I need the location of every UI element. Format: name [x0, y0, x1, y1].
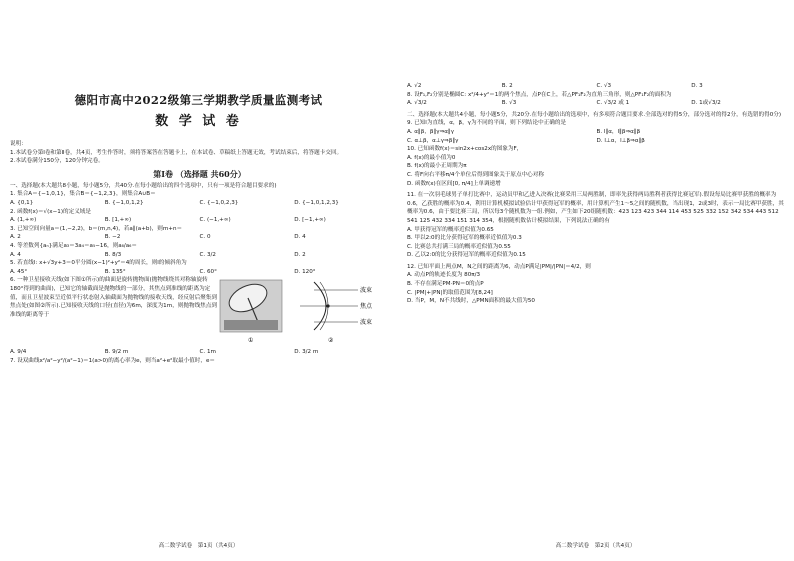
option: D. 3	[691, 83, 703, 89]
option: A. {0,1}	[10, 199, 34, 206]
option: A. 甲获得冠军的概率近似值为0.65	[407, 226, 494, 233]
page-footer: 高二数学试卷 第2页（共4页）	[555, 543, 636, 549]
option: A. 2	[10, 234, 21, 241]
exam-title: 德阳市高中2022级第三学期教学质量监测考试	[74, 93, 323, 107]
question-4-options	[10, 251, 389, 260]
focus-point	[326, 305, 329, 308]
option: B. 甲以2:0的比分获得冠军的概率近似值为0.3	[407, 235, 522, 242]
focus-label: 焦点	[360, 303, 373, 311]
option: D. {−1,0,1,2,3}	[294, 199, 339, 206]
option: D. 2	[294, 251, 306, 258]
question-1: 1. 集合A＝{−1,0,1}，集合B＝{−1,2,3}，则集合A∪B＝	[10, 191, 156, 198]
option: D. 乙以2:0的比分获得冠军的概率近似值为0.15	[407, 252, 526, 259]
option: D. 当P，M，N不共线时，△PMN面积的最大值为50	[407, 298, 535, 305]
question-8-options	[407, 99, 786, 108]
option: B. −2	[104, 234, 121, 241]
question-7-options	[407, 82, 786, 91]
question-10: 10. 已知函数f(x)＝sin2x+cos2x的图象为F，	[407, 146, 523, 153]
question-12: 12. 已知平面上两点M，N之间的距离为6，动点P满足|PM|/|PN|＝4/2，则	[407, 263, 591, 270]
option: C. {−1,0,2,3}	[199, 199, 239, 206]
question-6: 6. 一种卫星接收天线(如下图①所示)的曲面是旋转抛物面(抛物线绕其对称轴旋转180°得到的曲面)，已知它的轴截面是抛物线的一部分，其焦点到准线的距离为定值，而且卫星波束呈近似平行状态射入轴截面为抛物线的接收天线，经反射后聚集到焦点处(如图②所示).已知接收天线的口径(直径)为6m，深度为1m，则抛物线焦点到准线的距离等于	[10, 277, 217, 318]
section-heading: 第Ⅰ卷 （选择题 共60分）	[153, 168, 246, 179]
option: B. l∥α，l∥β⇒α∥β	[596, 128, 641, 135]
question-9: 9. 已知l为直线，α，β，γ为不同的平面，则下列结论中正确的是	[407, 120, 567, 127]
option: B. {−1,0,1,2}	[104, 199, 144, 206]
option: C. |PM|+|PN|的取值范围为[8,24]	[407, 289, 493, 296]
page-footer: 高二数学试卷 第1页（共4页）	[158, 543, 239, 549]
option: B. 不存在满足PM·PN＝0的点P	[407, 281, 484, 288]
option: B. [1,+∞)	[104, 217, 132, 224]
option: C. 0	[199, 234, 211, 241]
right-column	[407, 82, 786, 306]
option: A. f(x)的最小值为0	[407, 154, 456, 161]
right-page	[397, 0, 794, 561]
question-2-options	[10, 216, 389, 225]
figure-1-label: ①	[248, 337, 254, 345]
option: A. 动点P的轨迹长度为 80π/3	[407, 272, 481, 279]
question-7: 7. 设双曲线x²/a²−y²/(a²−1)＝1(a>0)的离心率为e，则当a²+e²取最小值时，e＝	[10, 357, 216, 364]
figure-2-label: ②	[328, 337, 334, 345]
option: B. 9/2 m	[104, 349, 129, 356]
option: C. 60°	[199, 268, 217, 275]
question-5: 5. 若直线l: x+√3y+3＝0平分圆(x−1)²+y²＝4的周长，则l的倾斜角为	[10, 260, 187, 267]
question-1-options	[10, 199, 389, 208]
option: D. 120°	[294, 268, 316, 275]
question-6-options	[10, 348, 389, 357]
option: B. f(x)的最小正周期为π	[407, 163, 467, 170]
question-9-options	[407, 128, 786, 145]
option: C. α⊥β，α⊥γ⇒β∥γ	[407, 137, 459, 144]
option: C. 1m	[199, 349, 216, 356]
question-5-options	[10, 268, 389, 277]
section-2-intro: 二、选择题(本大题共4小题，每小题5分，共20分.在每小题给出的选项中，有多项符合题目要求.全部选对的得5分，部分选对的得2分，有选错的得0分)	[407, 111, 782, 118]
option: A. √3/2	[407, 100, 427, 107]
question-3-options	[10, 233, 389, 242]
notes-heading: 说明：	[10, 141, 27, 147]
option: A. 9/4	[10, 349, 27, 356]
note-item: 2.本试卷满分150分，120分钟完卷。	[10, 158, 104, 165]
option: C. 3/2	[199, 251, 216, 258]
antenna-base	[224, 320, 278, 330]
option: C. (−1,+∞)	[199, 217, 231, 224]
option: D. [−1,+∞)	[294, 217, 326, 224]
option: B. √3	[501, 100, 517, 107]
question-8: 8. 设F₁,F₂分别是椭圆C: x²/4+y²＝1的两个焦点，点P在C上，若△PF₁F₂为直角三角形，则△PF₁F₂的面积为	[407, 91, 672, 98]
left-column	[10, 140, 389, 366]
option: B. 8/3	[104, 251, 122, 258]
option: C. 将F向右平移π/4个单位后得到图象关于原点中心对称	[407, 171, 544, 178]
paper-title: 数 学 试 卷	[155, 114, 242, 129]
option: C. √3	[596, 83, 612, 89]
beam-label-top: 波束	[360, 287, 373, 295]
option: A. √2	[407, 83, 422, 89]
option: D. 函数f(x)在区间[0, π/4]上单调递增	[407, 180, 501, 187]
antenna-figures	[218, 276, 388, 348]
option: A. 45°	[10, 268, 28, 275]
option: D. l⊥α，l⊥β⇒α∥β	[596, 137, 645, 144]
option: C. 比赛总共打满三局的概率近似值为0.55	[407, 243, 511, 250]
question-11: 11. 在一次羽毛球男子单打比赛中，运动员甲和乙进入决赛(比赛采用三局两胜制，即率先获得两局胜利者获得比赛冠军).假设每局比赛甲获胜的概率为0.6，乙获胜的概率为0.4，利用计算机模拟试验估计甲获得冠军的概率，用计算机产生1～5之间的随机数，当出现1，2或3时，表示一局比赛甲获胜，其概率为0.6，由于要比赛三局，所以每3个随机数为一组.例如，产生如下20组随机数：423 123 423 344 114 453 525 332 152 342 534 443 512 541 125 432 334 151 314 354，根据随机数估计模拟结果，下列说法正确的有	[407, 192, 784, 224]
question-4: 4. 等差数列{aₙ}满足a₃＝3a₄＝a₅−16，则a₈/a₆＝	[10, 242, 138, 249]
option: A. (1,+∞)	[10, 217, 37, 224]
option: D. 4	[294, 234, 306, 241]
option: C. √3/2 或 1	[596, 100, 630, 107]
question-2: 2. 函数f(x)＝√(x−1)的定义域是	[10, 208, 91, 215]
option: D. 1或√3/2	[691, 100, 721, 107]
note-item: 1.本试卷分第Ⅰ卷和第Ⅱ卷，共4页，考生作答时，须将答案答在答题卡上，在本试卷、草稿纸上答题无效，考试结束后，将答题卡交回。	[10, 149, 343, 156]
option: B. 135°	[104, 268, 126, 275]
option: A. 4	[10, 251, 21, 258]
section-intro: 一、选择题(本大题共8小题，每小题5分，共40分.在每小题给出的四个选项中，只有一项是符合题目要求的)	[10, 182, 277, 189]
question-3: 3. 已知空间向量a＝(1,−2,2)，b＝(m,n,4)，若a∥(a+b)，则m+n＝	[10, 225, 183, 232]
antenna-figure-svg	[218, 276, 388, 348]
beam-label-bottom: 波束	[360, 319, 373, 327]
option: B. 2	[501, 83, 513, 89]
option: D. 3/2 m	[294, 349, 319, 356]
option: A. α∥β，β∥γ⇒α∥γ	[407, 128, 455, 135]
